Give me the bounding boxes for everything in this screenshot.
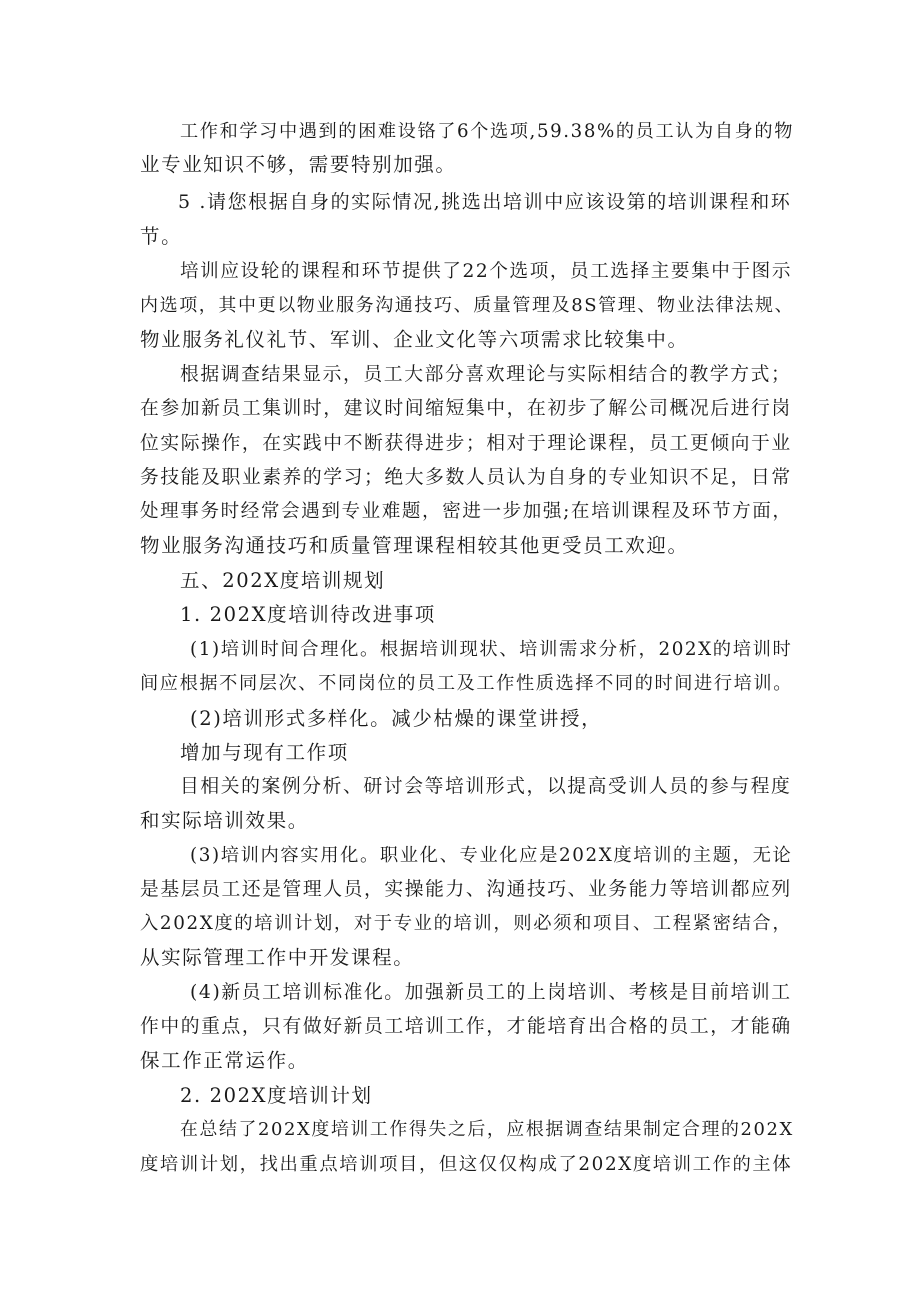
section-heading: 五、202X度培训规划 [180,569,386,592]
paragraph-line: 位实际操作，在实践中不断获得进步；相对于理论课程，员工更倾向于业 [140,433,792,454]
paragraph-line: (4)新员工培训标准化。加强新员工的上岗培训、考核是目前培训工 [190,982,792,1003]
paragraph-line: 处理事务时经常会遇到专业难题，密进一步加强;在培训课程及环节方面， [140,501,793,522]
paragraph-line: 增加与现有工作项 [180,741,349,764]
paragraph-line: 入202X度的培训计划，对于专业的培训，则必须和项目、工程紧密结合， [140,913,793,934]
paragraph-line: 是基层员工还是管理人员，实操能力、沟通技巧、业务能力等培训都应列 [140,879,792,900]
paragraph-line: 物业服务礼仪礼节、军训、企业文化等六项需求比较集中。 [140,328,689,351]
paragraph-line: 内选项，其中更以物业服务沟通技巧、质量管理及8S管理、物业法律法规、 [140,295,795,316]
paragraph-line: 工作和学习中遇到的困难设铬了6个选项,59.38%的员工认为自身的物 [180,121,794,142]
paragraph-line: 培训应设轮的课程和环节提供了22个选项，员工选择主要集中于图示 [180,261,793,282]
paragraph-line: 和实际培训效果。 [140,809,309,832]
paragraph-line: 间应根据不同层次、不同岗位的员工及工作性质选择不同的时间进行培训。 [140,673,793,694]
subsection-heading: 2. 202X度培训计划 [180,1084,373,1107]
paragraph-line: 根据调查结果显示，员工大部分喜欢理论与实际相结合的教学方式； [180,364,792,385]
paragraph-line: (2)培训形式多样化。减少枯燥的课堂讲授， [190,707,603,730]
paragraph-line: 目相关的案例分析、研讨会等培训形式，以提高受训人员的参与程度 [180,776,792,797]
subsection-heading: 1. 202X度培训待改进事项 [180,603,436,626]
paragraph-line: 在总结了202X度培训工作得失之后，应根据调查结果制定合理的202X [180,1119,794,1140]
paragraph-line: 节。 [140,225,183,248]
paragraph-line: 物业服务沟通技巧和质量管理课程相较其他更受员工欢迎。 [140,534,689,557]
paragraph-line: 业专业知识不够，需要特别加强。 [140,153,457,176]
paragraph-line: 保工作正常运作。 [140,1049,309,1072]
paragraph-line: 从实际管理工作中开发课程。 [140,946,415,969]
paragraph-line: 务技能及职业素养的学习；绝大多数人员认为自身的专业知识不足，日常 [140,467,792,488]
paragraph-line: (1)培训时间合理化。根据培训现状、培训需求分析，202X的培训时 [190,639,793,660]
paragraph-line: 5 .请您根据自身的实际情况,挑选出培训中应该设第的培训课程和环 [178,191,792,213]
paragraph-line: 在参加新员工集训时，建议时间缩短集中，在初步了解公司概况后进行岗 [140,398,792,419]
paragraph-line: (3)培训内容实用化。职业化、专业化应是202X度培训的主题，无论 [190,845,793,866]
paragraph-line: 作中的重点，只有做好新员工培训工作，才能培育出合格的员工，才能确 [140,1016,792,1037]
paragraph-line: 度培训计划，找出重点培训项目，但这仅仅构成了202X度培训工作的主体 [140,1154,793,1175]
